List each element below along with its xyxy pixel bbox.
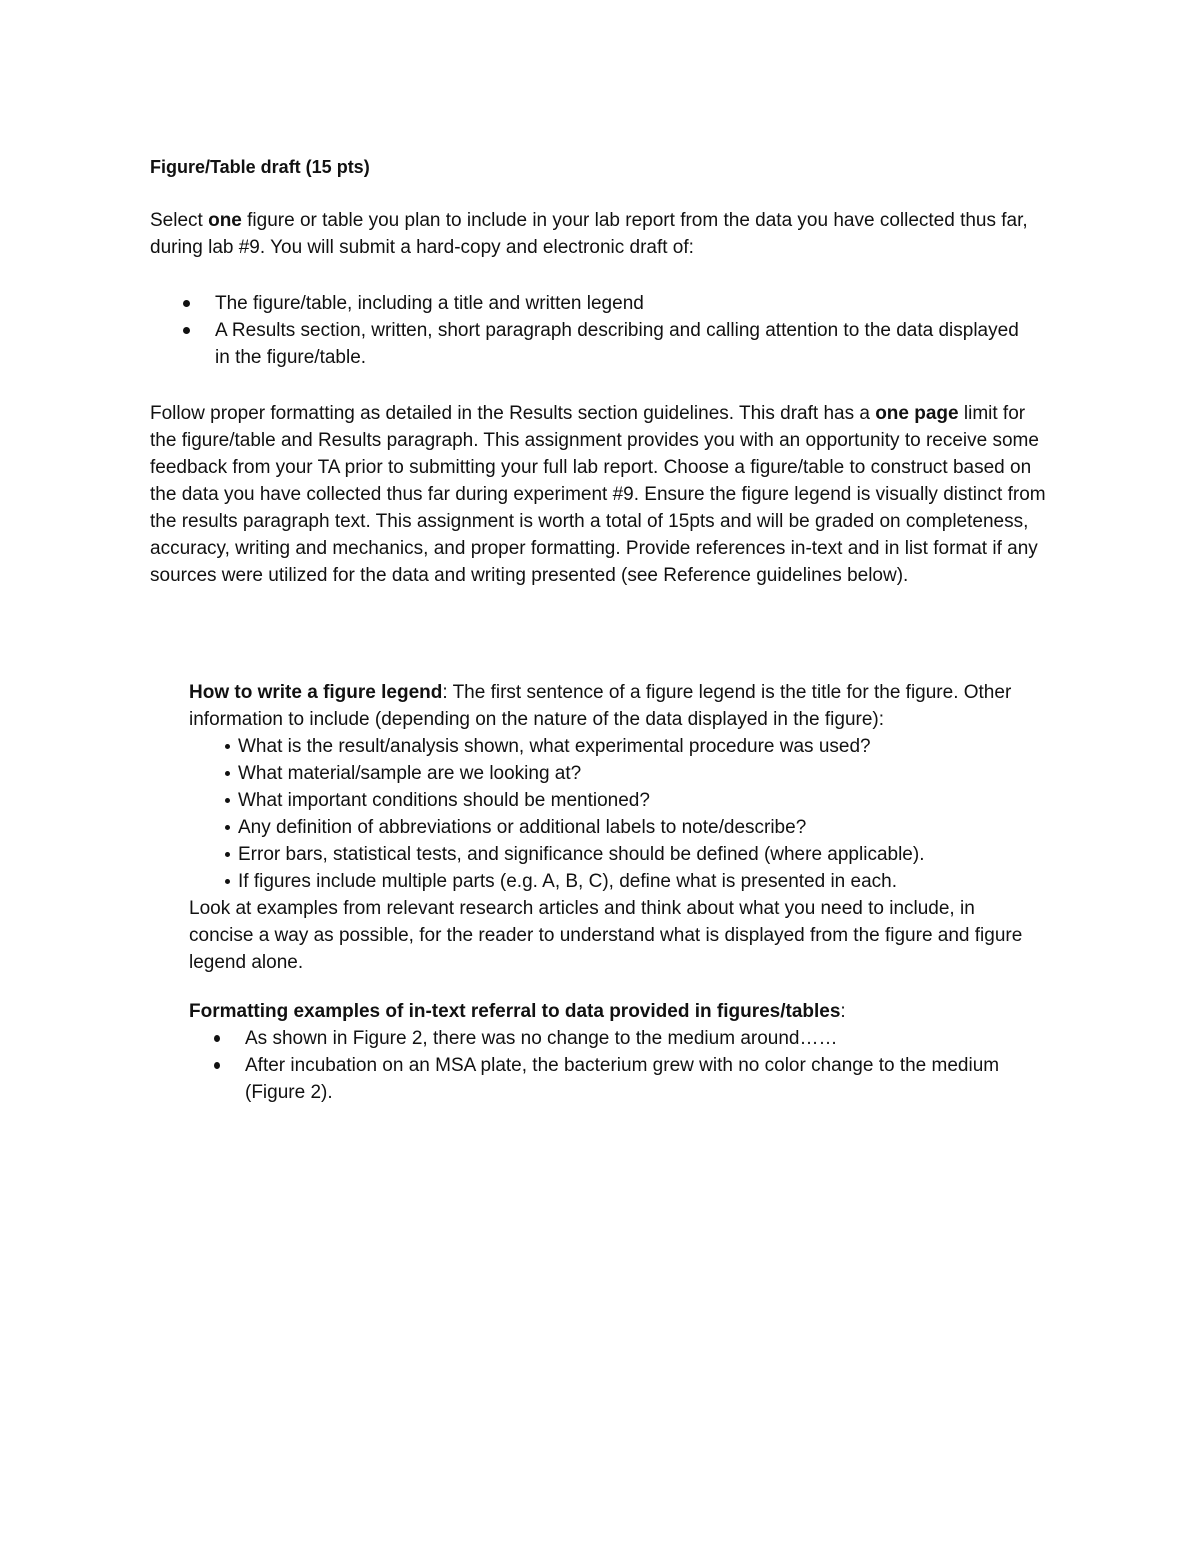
intro-text-2: figure or table you plan to include in your lab report from the data you have collected thus far, during lab #9. You will submit a hard-copy and electronic draft of: <box>150 210 1028 258</box>
format-examples-title: Formatting examples of in-text referral to data provided in figures/tables <box>189 1001 841 1022</box>
bullet-icon <box>183 327 190 334</box>
intro-text-1: Select <box>150 210 209 231</box>
formatting-paragraph <box>150 400 1050 589</box>
bullet-icon <box>214 1062 220 1069</box>
list-item-text: As shown in Figure 2, there was no change to the medium around…… <box>245 1028 838 1049</box>
list-item-text: After incubation on an MSA plate, the bacterium grew with no color change to the medium (Figure 2). <box>245 1055 1000 1103</box>
list-item-text: A Results section, written, short paragraph describing and calling attention to the data displayed in the figure/table. <box>215 320 1019 368</box>
bullet-icon <box>225 879 230 884</box>
list-item <box>189 733 1039 760</box>
list-item <box>189 1052 1039 1106</box>
bullet-icon <box>183 300 190 307</box>
bullet-icon <box>225 852 230 857</box>
formatting-text-1: Follow proper formatting as detailed in the Results section guidelines. This draft has a <box>150 403 876 424</box>
list-item-text: The figure/table, including a title and written legend <box>215 293 644 314</box>
bullet-icon <box>225 825 230 830</box>
list-item <box>189 841 1039 868</box>
bullet-icon <box>225 771 230 776</box>
list-item-text: What material/sample are we looking at? <box>238 763 582 784</box>
bullet-icon <box>225 798 230 803</box>
page-title: Figure/Table draft (15 pts) <box>150 157 370 177</box>
figure-legend-section <box>189 679 1039 976</box>
list-item <box>189 1025 1039 1052</box>
legend-closing-text: Look at examples from relevant research articles and think about what you need to include, in concise a way as possible, for the reader to understand what is displayed from the figure and figure legend alone. <box>189 898 1023 973</box>
submit-items-list <box>150 290 1030 371</box>
list-item-text: What is the result/analysis shown, what experimental procedure was used? <box>238 736 871 757</box>
formatting-bold-one-page: one page <box>875 403 959 424</box>
list-item-text: Any definition of abbreviations or additional labels to note/describe? <box>238 817 807 838</box>
list-item <box>150 290 1030 317</box>
format-examples-list <box>189 1025 1039 1106</box>
format-examples-heading <box>189 998 1039 1025</box>
intro-paragraph <box>150 207 1050 261</box>
bullet-icon <box>214 1035 220 1042</box>
list-item <box>189 787 1039 814</box>
legend-intro-text: : The first sentence of a figure legend is the title for the figure. Other information to include (depending on the nature of the data displayed in the figure): <box>189 682 1012 730</box>
list-item <box>189 868 1039 895</box>
format-examples-section <box>189 998 1039 1106</box>
list-item <box>189 814 1039 841</box>
bullet-icon <box>225 744 230 749</box>
intro-bold-one: one <box>208 210 242 231</box>
legend-section-title: How to write a figure legend <box>189 682 443 703</box>
list-item <box>150 317 1030 371</box>
legend-items-list <box>189 733 1039 895</box>
format-examples-colon: : <box>840 1001 846 1022</box>
list-item-text: Error bars, statistical tests, and significance should be defined (where applicable). <box>238 844 925 865</box>
formatting-text-2: limit for the figure/table and Results paragraph. This assignment provides you with an opportunity to receive some feedback from your TA prior to submitting your full lab report. Choose a figure/table to construct based on the data you have collected thus far during experiment #9. Ensure the figure legend is visually distinct from the results paragraph text. This assignment is worth a total of 15pts and will be graded on completeness, accuracy, writing and mechanics, and proper formatting. Provide references in-text and in list format if any sources were utilized for the data and writing presented (see Reference guidelines below). <box>150 403 1046 586</box>
list-item-text: What important conditions should be mentioned? <box>238 790 650 811</box>
legend-intro <box>189 679 1039 733</box>
list-item <box>189 760 1039 787</box>
list-item-text: If figures include multiple parts (e.g. A, B, C), define what is presented in each. <box>238 871 898 892</box>
